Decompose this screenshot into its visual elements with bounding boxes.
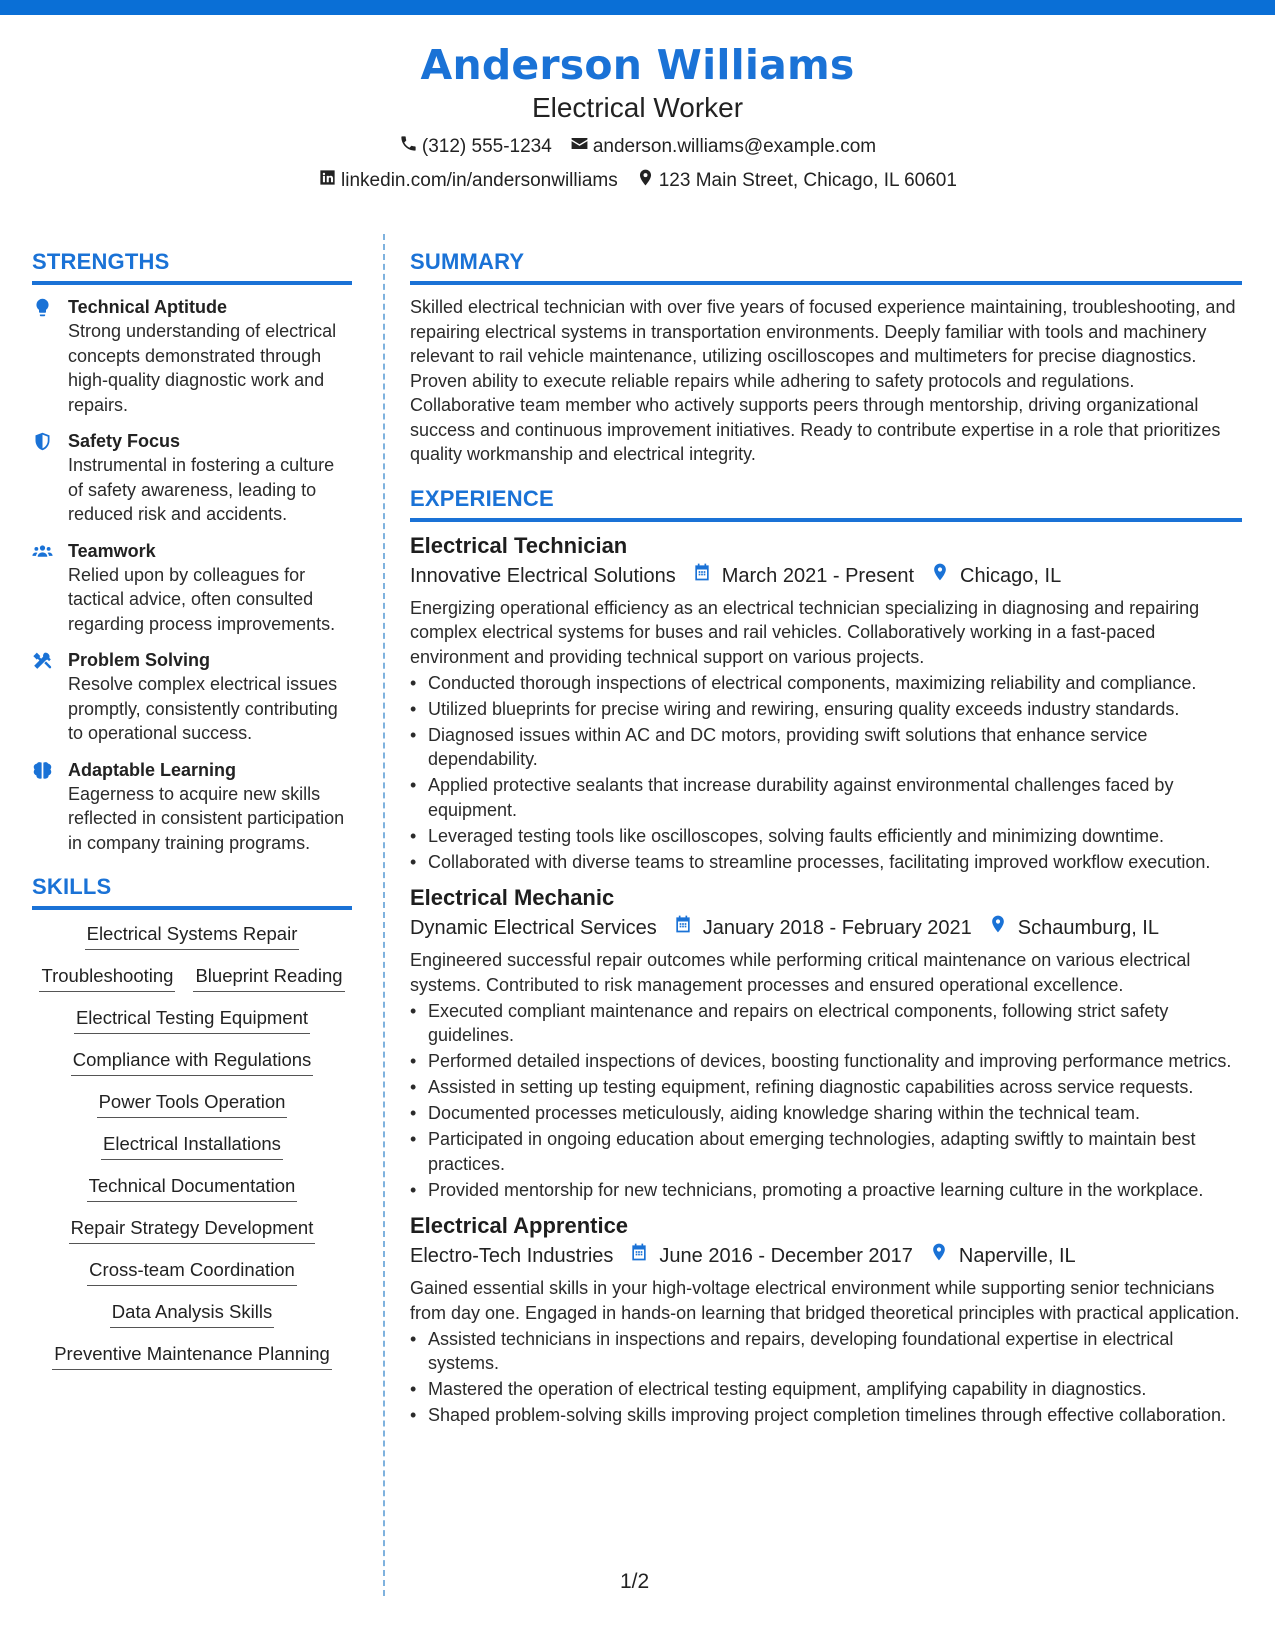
skill-tag: Troubleshooting (39, 964, 175, 992)
skill-row (32, 1048, 352, 1076)
summary-heading: SUMMARY (410, 248, 1242, 285)
job-title: Electrical Mechanic (410, 885, 615, 910)
job-entry (410, 1212, 1242, 1428)
lightbulb-icon (32, 295, 68, 417)
job-bullet: • Mastered the operation of electrical testing equipment, amplifying capability in diagnostics. (410, 1377, 1242, 1402)
summary-text: Skilled electrical technician with over five years of focused experience maintaining, troubleshooting, and repairing electrical systems in transportation environments. Deeply familiar with tools and machinery relevant to rail vehicle maintenance, utilizing oscilloscopes and multimeters for precise diagnostics. Proven ability to execute reliable repairs while adhering to safety protocols and regulations. Collaborative team member who actively supports peers through mentorship, driving organizational success and continuous improvement initiatives. Ready to contribute expertise in a role that prioritizes quality workmanship and electrical integrity. (410, 297, 1236, 464)
skill-tag: Electrical Testing Equipment (74, 1006, 310, 1034)
job-bullets (410, 999, 1242, 1203)
calendar-icon (692, 562, 722, 590)
job-bullet: • Executed compliant maintenance and repairs on electrical components, following strict safety guidelines. (410, 999, 1242, 1048)
job-dates-text: January 2018 - February 2021 (702, 917, 972, 939)
skill-row (32, 1258, 352, 1286)
address-text: 123 Main Street, Chicago, IL 60601 (658, 170, 957, 191)
skill-tag: Cross-team Coordination (87, 1258, 297, 1286)
job-dates (673, 914, 972, 942)
job-location (929, 1242, 1076, 1270)
job-dates-text: June 2016 - December 2017 (659, 1245, 913, 1267)
job-bullet: • Assisted technicians in inspections and repairs, developing foundational expertise in electrical systems. (410, 1327, 1242, 1376)
job-description: Engineered successful repair outcomes while performing critical maintenance on various electrical systems. Contributed to risk management processes and ensured operational excellence. (410, 950, 1191, 995)
envelope-icon (570, 134, 589, 160)
job-location (930, 562, 1061, 590)
job-bullet: • Assisted in setting up testing equipment, refining diagnostic capabilities across service requests. (410, 1075, 1242, 1100)
skills-heading: SKILLS (32, 873, 352, 910)
users-icon (32, 539, 68, 637)
address-contact (636, 168, 957, 194)
job-bullet: • Shaped problem-solving skills improving project completion timelines through effective collaboration. (410, 1403, 1242, 1428)
map-pin-icon (988, 914, 1018, 942)
strength-item (32, 758, 352, 856)
candidate-name: Anderson Williams (420, 41, 855, 89)
experience-heading: EXPERIENCE (410, 485, 1242, 522)
job-meta (410, 562, 1242, 590)
candidate-title: Electrical Worker (531, 92, 744, 123)
skill-row (32, 1132, 352, 1160)
top-accent-bar (0, 0, 1275, 15)
map-pin-icon (929, 1242, 959, 1270)
brain-icon (32, 758, 68, 856)
skill-tag: Preventive Maintenance Planning (52, 1342, 332, 1370)
strength-desc: Resolve complex electrical issues promptly, consistently contributing to operational success. (68, 674, 338, 743)
job-bullet: • Performed detailed inspections of devices, boosting functionality and improving performance metrics. (410, 1049, 1242, 1074)
strength-desc: Eagerness to acquire new skills reflected in consistent participation in company training programs. (68, 783, 345, 853)
email-text: anderson.williams@example.com (592, 136, 877, 157)
strength-item (32, 539, 352, 637)
column-divider (383, 234, 385, 1596)
job-dates (629, 1242, 913, 1270)
job-dates-text: March 2021 - Present (721, 564, 915, 587)
job-dates (692, 562, 914, 590)
job-location (988, 914, 1159, 942)
job-bullet: • Documented processes meticulously, aiding knowledge sharing within the technical team. (410, 1101, 1242, 1126)
linkedin-icon (318, 168, 337, 194)
job-bullet: • Participated in ongoing education about emerging technologies, adapting swiftly to maintain best practices. (410, 1127, 1242, 1176)
skills-section (32, 873, 352, 1370)
email-contact[interactable] (570, 134, 876, 160)
linkedin-contact[interactable] (318, 168, 618, 194)
resume-header (0, 40, 1275, 194)
skill-row (32, 922, 352, 950)
job-company: Innovative Electrical Solutions (410, 564, 676, 587)
job-entry (410, 532, 1242, 875)
strengths-heading: STRENGTHS (32, 248, 352, 285)
job-location-text: Naperville, IL (958, 1245, 1076, 1267)
shield-icon (32, 429, 68, 527)
strength-title: Adaptable Learning (68, 759, 237, 780)
job-bullets (410, 671, 1242, 875)
linkedin-text: linkedin.com/in/andersonwilliams (341, 170, 618, 191)
map-pin-icon (636, 168, 655, 194)
tools-icon (32, 648, 68, 746)
phone-text: (312) 555-1234 (421, 136, 552, 157)
strength-item (32, 429, 352, 527)
calendar-icon (629, 1242, 659, 1270)
page-number: 1/2 (620, 1570, 650, 1593)
left-column (32, 248, 352, 1384)
calendar-icon (673, 914, 703, 942)
summary-section (410, 248, 1242, 467)
skill-row (32, 1216, 352, 1244)
job-company: Electro-Tech Industries (410, 1245, 614, 1267)
strength-desc: Relied upon by colleagues for tactical advice, often consulted regarding process improvements. (68, 564, 336, 634)
strength-item (32, 648, 352, 746)
strength-item (32, 295, 352, 417)
skill-tag: Blueprint Reading (193, 964, 344, 992)
experience-section (410, 485, 1242, 1428)
job-entry (410, 884, 1242, 1202)
job-description: Energizing operational efficiency as an electrical technician specializing in diagnosing and repairing complex electrical systems for buses and rail vehicles. Collaboratively working in a fast-paced environment and providing technical support on various projects. (410, 597, 1200, 667)
phone-icon (399, 134, 418, 160)
skill-row (32, 1174, 352, 1202)
phone-contact[interactable] (399, 134, 552, 160)
job-bullet: • Leveraged testing tools like oscilloscopes, solving faults efficiently and minimizing downtime. (410, 824, 1242, 849)
job-company: Dynamic Electrical Services (410, 917, 657, 939)
strength-title: Technical Aptitude (68, 297, 228, 317)
job-title: Electrical Apprentice (410, 1213, 629, 1238)
job-bullet: • Collaborated with diverse teams to streamline processes, facilitating improved workflow execution. (410, 850, 1242, 875)
job-location-text: Chicago, IL (960, 564, 1062, 587)
strength-title: Problem Solving (68, 650, 211, 670)
contact-row-2 (0, 168, 1275, 194)
job-meta (410, 914, 1242, 942)
job-bullet: • Diagnosed issues within AC and DC motors, providing swift solutions that enhance service dependability. (410, 723, 1242, 772)
skill-tag: Compliance with Regulations (71, 1048, 314, 1076)
skill-row (32, 964, 352, 992)
job-location-text: Schaumburg, IL (1017, 917, 1159, 939)
skill-tag: Repair Strategy Development (69, 1216, 316, 1244)
skill-tag: Data Analysis Skills (110, 1300, 274, 1328)
skill-row (32, 1342, 352, 1370)
strength-desc: Instrumental in fostering a culture of safety awareness, leading to reduced risk and accidents. (68, 455, 335, 524)
skill-tag: Electrical Systems Repair (85, 922, 300, 950)
strengths-section (32, 248, 352, 855)
job-bullet: • Applied protective sealants that increase durability against environmental challenges faced by equipment. (410, 773, 1242, 822)
skill-row (32, 1300, 352, 1328)
job-bullet: • Utilized blueprints for precise wiring and rewiring, ensuring quality exceeds industry standards. (410, 697, 1242, 722)
strength-desc: Strong understanding of electrical concepts demonstrated through high-quality diagnostic work and repairs. (68, 321, 337, 415)
job-meta (410, 1242, 1242, 1270)
contact-row-1 (0, 134, 1275, 160)
skill-tag: Power Tools Operation (97, 1090, 288, 1118)
skill-row (32, 1090, 352, 1118)
job-bullets (410, 1327, 1242, 1428)
job-bullet: • Conducted thorough inspections of electrical components, maximizing reliability and compliance. (410, 671, 1242, 696)
strength-title: Teamwork (68, 540, 156, 561)
job-title: Electrical Technician (410, 532, 628, 558)
map-pin-icon (930, 562, 960, 590)
skill-tag: Technical Documentation (87, 1174, 298, 1202)
skill-tag: Electrical Installations (101, 1132, 283, 1160)
right-column (410, 248, 1242, 1438)
job-description: Gained essential skills in your high-voltage electrical environment while supporting senior technicians from day one. Engaged in hands-on learning that bridged theoretical principles with practical application. (410, 1278, 1240, 1323)
skill-row (32, 1006, 352, 1034)
job-bullet: • Provided mentorship for new technicians, promoting a proactive learning culture in the workplace. (410, 1178, 1242, 1203)
strength-title: Safety Focus (68, 431, 181, 451)
